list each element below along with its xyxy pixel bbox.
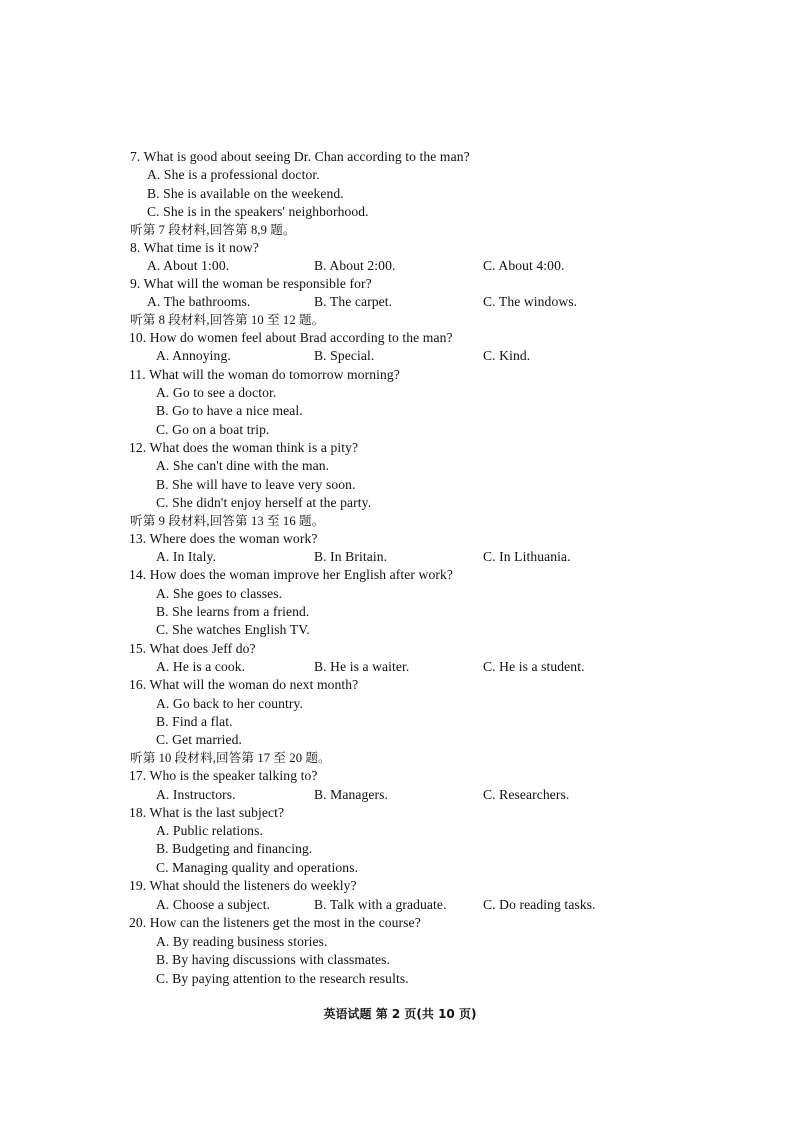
- question-19-option-c: C. Do reading tasks.: [483, 897, 596, 912]
- question-19-option-b: B. Talk with a graduate.: [314, 897, 447, 912]
- question-18-option-c: C. Managing quality and operations.: [156, 860, 359, 875]
- question-15-option-b: B. He is a waiter.: [314, 659, 410, 674]
- question-19-option-a: A. Choose a subject.: [156, 897, 271, 912]
- question-14-option-b: B. She learns from a friend.: [156, 604, 310, 619]
- question-8-option-b: B. About 2:00.: [314, 258, 396, 273]
- question-7-option-c: C. She is in the speakers' neighborhood.: [147, 204, 369, 219]
- question-10-option-b: B. Special.: [314, 348, 375, 363]
- question-20-option-c: C. By paying attention to the research results.: [156, 971, 409, 986]
- question-17-option-b: B. Managers.: [314, 787, 389, 802]
- question-8-stem: 8. What time is it now?: [130, 240, 259, 255]
- question-18-option-a: A. Public relations.: [156, 823, 263, 838]
- question-18-option-b: B. Budgeting and financing.: [156, 841, 313, 856]
- question-14-option-a: A. She goes to classes.: [156, 586, 283, 601]
- question-10-stem: 10. How do women feel about Brad according to the man?: [129, 330, 453, 345]
- question-11-option-c: C. Go on a boat trip.: [156, 422, 270, 437]
- question-16-stem: 16. What will the woman do next month?: [129, 677, 359, 692]
- question-9-option-a: A. The bathrooms.: [147, 294, 251, 309]
- question-20-option-b: B. By having discussions with classmates.: [156, 952, 391, 967]
- question-14-option-c: C. She watches English TV.: [156, 622, 310, 637]
- section-heading-9: 听第 9 段材料,回答第 13 至 16 题。: [130, 514, 325, 528]
- question-8-option-c: C. About 4:00.: [483, 258, 565, 273]
- question-7-option-a: A. She is a professional doctor.: [147, 167, 320, 182]
- section-heading-8: 听第 8 段材料,回答第 10 至 12 题。: [130, 313, 325, 327]
- question-16-option-b: B. Find a flat.: [156, 714, 233, 729]
- question-20-option-a: A. By reading business stories.: [156, 934, 328, 949]
- question-9-option-b: B. The carpet.: [314, 294, 393, 309]
- question-12-option-a: A. She can't dine with the man.: [156, 458, 330, 473]
- question-11-option-a: A. Go to see a doctor.: [156, 385, 277, 400]
- question-17-stem: 17. Who is the speaker talking to?: [129, 768, 318, 783]
- question-10-option-c: C. Kind.: [483, 348, 531, 363]
- question-7-stem: 7. What is good about seeing Dr. Chan according to the man?: [130, 149, 470, 164]
- page-footer: 英语试题 第 2 页(共 10 页): [323, 1007, 477, 1021]
- question-12-option-c: C. She didn't enjoy herself at the party.: [156, 495, 372, 510]
- question-18-stem: 18. What is the last subject?: [129, 805, 285, 820]
- question-9-option-c: C. The windows.: [483, 294, 578, 309]
- question-7-option-b: B. She is available on the weekend.: [147, 186, 344, 201]
- question-20-stem: 20. How can the listeners get the most in the course?: [129, 915, 421, 930]
- question-11-option-b: B. Go to have a nice meal.: [156, 403, 303, 418]
- question-12-option-b: B. She will have to leave very soon.: [156, 477, 356, 492]
- question-17-option-a: A. Instructors.: [156, 787, 236, 802]
- question-15-option-c: C. He is a student.: [483, 659, 585, 674]
- question-11-stem: 11. What will the woman do tomorrow morning?: [129, 367, 400, 382]
- section-heading-7: 听第 7 段材料,回答第 8,9 题。: [130, 223, 296, 237]
- question-13-option-b: B. In Britain.: [314, 549, 388, 564]
- question-17-option-c: C. Researchers.: [483, 787, 570, 802]
- question-16-option-c: C. Get married.: [156, 732, 243, 747]
- question-8-option-a: A. About 1:00.: [147, 258, 230, 273]
- question-9-stem: 9. What will the woman be responsible for?: [130, 276, 372, 291]
- section-heading-10: 听第 10 段材料,回答第 17 至 20 题。: [130, 751, 331, 765]
- question-16-option-a: A. Go back to her country.: [156, 696, 304, 711]
- question-15-option-a: A. He is a cook.: [156, 659, 246, 674]
- question-12-stem: 12. What does the woman think is a pity?: [129, 440, 359, 455]
- question-13-option-a: A. In Italy.: [156, 549, 216, 564]
- question-14-stem: 14. How does the woman improve her English after work?: [129, 567, 454, 582]
- question-10-option-a: A. Annoying.: [156, 348, 231, 363]
- question-13-stem: 13. Where does the woman work?: [129, 531, 318, 546]
- question-19-stem: 19. What should the listeners do weekly?: [129, 878, 357, 893]
- question-13-option-c: C. In Lithuania.: [483, 549, 571, 564]
- question-15-stem: 15. What does Jeff do?: [129, 641, 256, 656]
